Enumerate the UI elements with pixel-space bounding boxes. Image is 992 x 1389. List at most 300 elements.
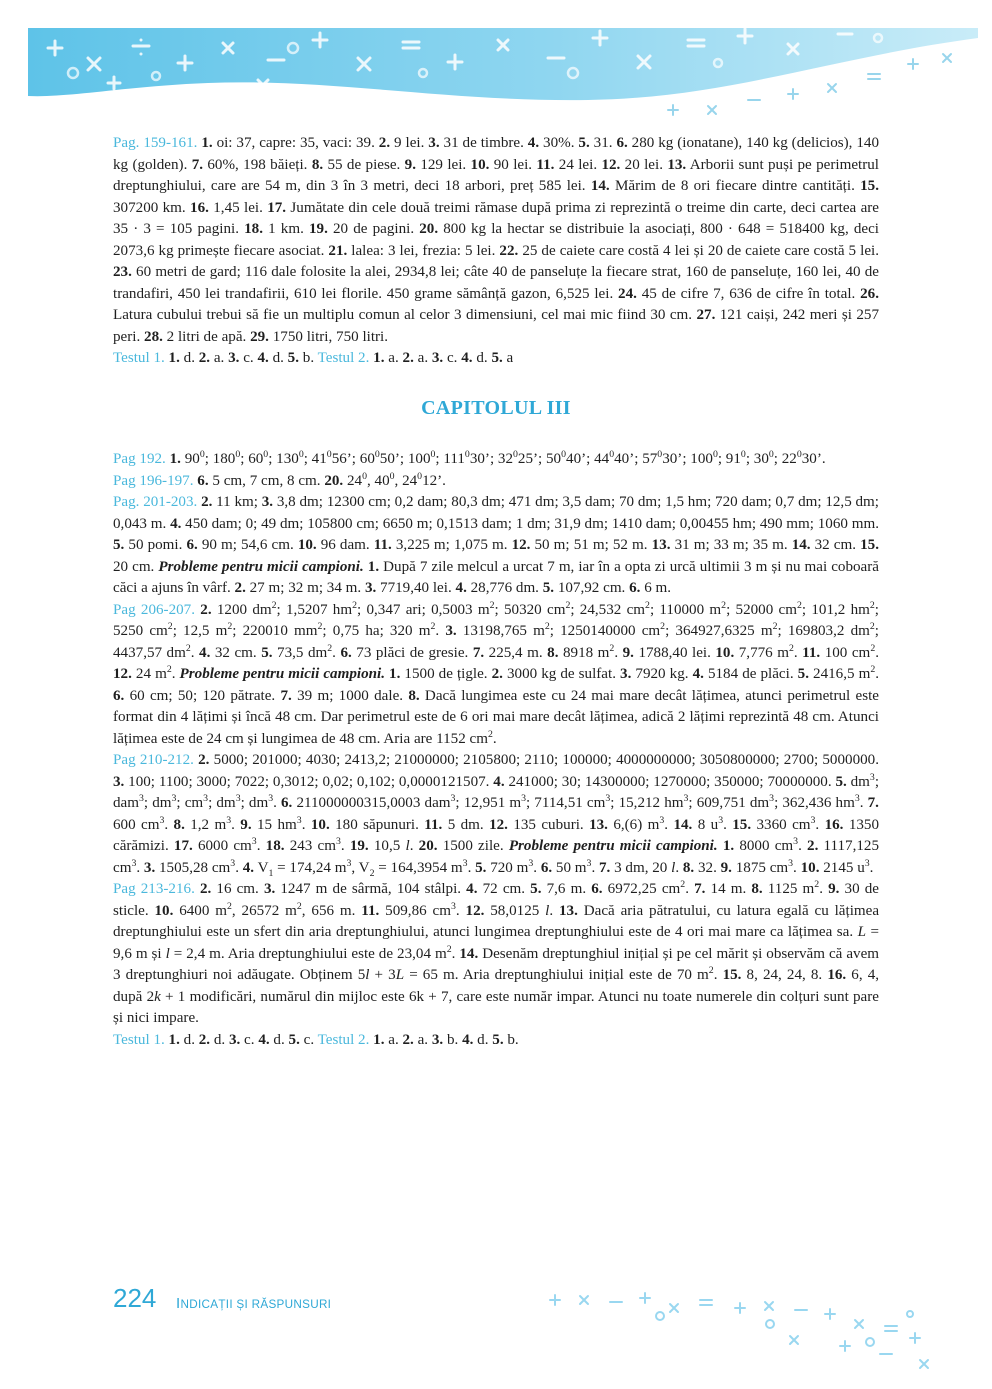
text-run: 3 [230,857,236,869]
text-run: , 24 [394,472,418,489]
text-run: 3000 kg de sulfat. [502,666,621,682]
text-run: 3 [462,857,468,869]
text-run: 8000 cm [734,838,794,854]
text-run: 13. [559,902,578,919]
text-run: 30%. [539,135,579,151]
text-run: ; dm [240,795,269,811]
text-run: 241000; 30; 14300000; 1270000; 350000; 70000000. [504,773,836,790]
text-run: 7920 kg. [631,666,693,682]
text-run: 6. [281,795,293,811]
text-run: 73,5 dm [272,644,328,661]
text-run: 13198,765 m [456,623,545,639]
text-run: 3 [788,857,794,869]
text-run: 2 [708,964,714,976]
text-run: ; 22 [773,451,797,467]
text-run: 2. [198,350,211,366]
text-run: 3 [139,792,144,804]
text-run: 14. [791,537,811,553]
text-run: 2 [721,599,727,611]
text-run: 3. [228,350,240,366]
text-run: 30’; 32 [469,451,514,467]
text-run: . [723,816,733,833]
text-run: 3 [251,835,257,847]
text-run: ; 1250140000 cm [549,623,661,639]
text-run: 31 de timbre. [439,135,528,151]
text-run: 20. [324,472,344,489]
text-run: Probleme pentru micii campioni. [179,666,385,682]
text-run: 10. [715,644,735,661]
text-run: Mărim de 8 ori fiecare dintre cantități. [609,178,861,194]
text-run: 1. [373,1031,385,1048]
header-decorative-banner [28,28,978,120]
text-run: Dacă aria pătratului, cu latura egală cu lățimea dreptunghiului este un sfert din aria dreptunghiului, atunci lungimea dreptunghiului este de 4 ori mai mare ca lățimea sa. [113,902,880,940]
text-run: 2 [489,599,495,611]
text-run: 50 m [552,859,587,876]
text-run: 17. [267,199,287,216]
text-run: 3 dm, 20 [610,859,672,876]
text-run: 211000000315,0003 dam [292,795,451,811]
text-run: 2 [788,642,794,654]
text-run: . [819,881,829,897]
text-run: 2 [814,878,820,890]
text-run: 800 kg la hectar se distribuie la asociați, 800 · 648 = 518400 kg, deci 2073,6 kg primește fiecare asociat. [113,221,879,259]
text-run: 2 [296,900,302,912]
text-run: , 26572 m [231,902,297,919]
text-run: . [455,902,466,919]
text-run: 0 [657,448,663,460]
text-run: = 65 m. Aria dreptunghiului inițial este de 70 m [404,967,709,983]
text-run: 30’; 100 [662,451,713,467]
text-run: 2. [378,135,391,151]
text-run: 26. [860,285,879,302]
text-run: 3 [335,835,341,847]
text-run: dm [846,773,870,790]
text-run: . [340,838,350,854]
text-run: ; 0,75 ha; 320 m [322,623,431,639]
text-run: 2 [488,728,493,740]
text-run: 5. [835,773,847,790]
text-run: 5. [797,666,809,682]
text-run: 8. [173,816,185,833]
text-run: ; 12,5 m [172,623,228,639]
text-run: 3 [159,814,165,826]
text-run: 6, 4, după 2 [113,967,880,1005]
text-run: 180 săpunuri. [329,816,425,833]
text-run: 0 [796,448,802,460]
section-reference: Pag 192. [113,451,170,467]
text-run: 2. [807,838,819,854]
text-run: 2. [200,601,212,618]
text-run: 225,4 m. [484,644,548,661]
text-run: 22. [499,242,519,259]
text-run: 8. [682,859,695,876]
text-run: . [664,816,674,833]
text-run: 3. [445,623,457,639]
text-run: 60 metri de gard; 116 dale folosite la alei, 2934,8 lei; câte 40 de panseluțe la fiecare strat, 160 de panseluțe, 160 lei, 40 de trandafiri, 450 lei trandafirii, 610 lei florile. 450 grame sămânță gazon, 6,525 lei. [113,264,879,302]
text-run: Probleme pentru micii campioni. [158,558,364,575]
text-run: 0 [199,448,205,460]
text-run: V [254,859,269,876]
text-run: 11. [536,156,555,173]
text-run: 3 [528,857,534,869]
text-run: 0 [513,448,518,460]
text-run: 2 [327,642,333,654]
text-run: a. [384,350,403,366]
text-run: 0 [362,470,367,482]
text-run: L [857,924,867,940]
text-run: 20. [419,221,439,237]
text-run: 2 [430,620,436,632]
text-run: 4. [493,773,505,790]
text-run: = 164,3954 m [374,859,463,876]
text-run: 4. [170,515,182,532]
text-run: 19. [308,221,328,237]
text-run: 20. [418,838,438,854]
text-run: lalea: 3 lei, frezia: 5 lei. [347,242,500,259]
text-run: . [675,859,683,876]
answer-paragraph [113,133,879,348]
text-run: 2 [870,642,876,654]
text-run: c. [240,1031,259,1048]
text-run: 2. [234,580,246,596]
text-run: 10,5 [368,838,406,854]
answer-paragraph [113,750,879,879]
section-reference: Testul 2. [317,350,374,366]
text-run: 5 dm. [442,816,490,833]
text-run: 20 lei. [620,156,668,173]
text-run: ; 30 [745,451,769,467]
text-run: 3,225 m; 1,075 m. [391,537,512,553]
text-run: 5. [491,350,503,366]
text-run: 16. [827,967,847,983]
footer-title-initial: I [176,1295,181,1312]
text-run: 129 lei. [415,156,471,173]
text-run: 12. [465,902,485,919]
text-run: 8, 24, 24, 8. [741,967,828,983]
text-run: 8918 m [558,644,610,661]
text-run: 30’. [801,451,826,467]
text-run: 40’; 57 [614,451,658,467]
text-run: ; 364927,6325 m [665,623,773,639]
text-run: 1200 dm [211,601,272,618]
text-run: 9. [828,881,840,897]
section-reference: Pag 196-197. [113,472,198,489]
text-run: , 40 [366,472,390,489]
text-run: 3 [810,814,816,826]
text-run: 24 lei. [554,156,602,173]
text-run: ; 0,347 ari; 0,5003 m [357,601,490,618]
text-run: 6. [629,580,641,596]
text-run: . [591,859,599,876]
text-run: 0 [374,448,380,460]
text-run: 14 m. [705,881,752,897]
text-run: 720 m [486,859,529,876]
text-run: 2 [680,878,686,890]
text-run: ; 169803,2 dm [777,623,870,639]
text-run: b. [299,350,318,366]
text-run: 3 [769,792,775,804]
text-run: d. [473,1031,493,1048]
text-run: a. [413,350,432,366]
text-run: 9. [720,859,732,876]
text-run: 7. [280,687,292,704]
text-run: . [492,730,497,747]
text-run: 3 [586,857,592,869]
text-run: 2416,5 m [808,666,871,682]
text-run: 15. [732,816,752,833]
text-run: 45 de cifre 7, 636 de cifre în total. [636,285,861,302]
text-run: 30 de sticle. [113,881,879,919]
text-run: 3. [113,773,125,790]
page-number: 224 [113,1283,157,1313]
text-run: ; 24,532 cm [570,601,646,618]
text-run: 107,92 cm. [554,580,630,596]
text-run: 31 m; 33 m; 35 m. [670,537,792,553]
text-run: 3 [854,792,860,804]
text-run: 5 cm, 7 cm, 8 cm. [208,472,325,489]
text-run: 5. [475,859,487,876]
text-run: 14. [590,178,610,194]
text-run: Latura cubului trebui să fie un multiplu comun al celor 3 dimensiuni, cel mai mic fiind 30 cm. [113,307,697,323]
text-run: a [502,350,514,366]
chapter-heading: CAPITOLUL III [421,396,571,419]
text-run: 32 cm. [810,537,861,553]
text-run: 32. [694,859,721,876]
text-run: 4. [258,1031,270,1048]
text-run: 6. [616,135,628,151]
text-run: 6,(6) m [607,816,660,833]
text-run: 280 kg (ionatane), 140 kg (delicios), 140 kg (golden). [113,135,880,173]
text-run: . [332,644,341,661]
text-run: 14. [459,945,479,962]
text-run: , 656 m. [301,902,362,919]
text-run: 31. [589,135,617,151]
text-run: 2 [565,599,571,611]
text-run: ; 7114,51 cm [526,795,606,811]
text-run: c. [239,350,258,366]
text-run: 5. [287,350,299,366]
text-run: 55 de piese. [323,156,405,173]
text-run: d. [269,1031,289,1048]
text-run: 10. [470,156,490,173]
text-run: ; dm [208,795,236,811]
text-run: 90 lei. [489,156,537,173]
text-run: a. [413,1031,432,1048]
text-run: 2. [491,666,503,682]
text-run: 4. [527,135,540,151]
text-run: 4. [466,881,478,897]
text-run: 24 m [131,666,167,682]
text-run: 1. [373,350,385,366]
text-run: 11. [373,537,392,553]
text-run: 3 [235,792,241,804]
text-run: . [231,816,241,833]
text-run: 5. [578,135,590,151]
text-run: 6. [197,472,209,489]
text-run: + 1 modificări, numărul din mijloc este 6k + 7, care este număr impar. Atunci nu toate numerele din colțuri sunt pare și nici impare. [113,988,879,1026]
text-run: d. [179,1031,199,1048]
text-run: 1788,40 lei. [633,644,716,661]
text-run: 2 [609,642,615,654]
text-run: 3 [683,792,689,804]
text-run: 3 [450,792,456,804]
text-run: ; 362,436 hm [774,795,855,811]
text-run: 6 m. [640,580,672,596]
answer-paragraph [113,600,879,751]
text-run: . [685,881,695,897]
text-run: 3 [450,900,456,912]
text-run: ; 101,2 hm [801,601,870,618]
text-run: 12. [601,156,621,173]
text-run: 7. [867,795,879,811]
text-run: 2 [227,620,233,632]
text-run: 5. [261,644,273,661]
text-run: 8. [751,881,763,897]
text-run: 2 [870,663,876,675]
text-run: ; 12,951 m [455,795,522,811]
text-run: 15 hm [251,816,297,833]
text-run: 50 m; 51 m; 52 m. [530,537,652,553]
text-run: 100 cm [820,644,871,661]
text-run: 4. [455,580,467,596]
text-run: 50’; 100 [379,451,431,467]
text-run: . [467,859,476,876]
text-run: 39 m; 1000 dale. [291,687,409,704]
text-run: 16. [824,816,844,833]
text-run: . [409,838,419,854]
text-run: 509,86 cm [379,902,451,919]
text-run: ; 60 [240,451,264,467]
text-run: . [273,795,281,811]
text-run: . [435,623,446,639]
text-run: 0 [561,448,567,460]
text-run: ; 15,212 hm [610,795,684,811]
text-run: 2. [402,350,414,366]
text-run: b. [443,1031,463,1048]
text-run: ; 1,5207 hm [276,601,353,618]
text-run: 2 [271,599,277,611]
text-run: 11 km; [212,494,262,510]
text-run: 8. [408,687,420,704]
text-run: c. [299,1031,318,1048]
text-run: 3 [296,814,302,826]
text-run: 18. [244,221,263,237]
text-run: ; 180 [204,451,236,467]
text-run: 56’; 60 [331,451,375,467]
text-run: 2 litri de apă. [162,328,251,345]
text-run: = 2,4 m. Aria dreptunghiului este de 23,04 m [169,945,447,962]
text-run: oi: 37, capre: 35, vaci: 39. [212,135,379,151]
text-run: . [190,644,200,661]
text-run: 1247 m de sârmă, 104 stâlpi. [275,881,467,897]
text-run: 90 m; 54,6 cm. [197,537,298,553]
text-run: 23. [113,264,132,280]
text-run: ; 41 [303,451,327,467]
text-run: 7. [599,859,611,876]
text-run: 4. [461,350,473,366]
text-run: 3 [203,792,209,804]
text-run: ; dam [113,773,880,811]
text-run: 73 plăci de gresie. [351,644,473,661]
text-run: . [533,859,541,876]
text-run: . [235,859,243,876]
text-run: 3 [521,792,526,804]
text-run: 3 [171,792,177,804]
text-run: Jumătate din cele două treimi rămase după prima zi reprezintă o treime din carte, deci cartea are 35 · 3 = 105 pagini. [113,199,880,237]
text-run: 2145 u [819,859,865,876]
text-run: 13. [589,816,608,833]
text-run: 0 [298,448,304,460]
text-run: 1. [169,451,181,467]
text-run: 60 cm; 50; 120 pătrate. [124,687,281,704]
text-run: l [365,967,370,983]
text-run: 3. [431,1031,444,1048]
text-run: 8. [311,156,324,173]
text-run: 3360 cm [751,816,811,833]
text-run: 600 cm [113,816,160,833]
text-run: d. [210,1031,229,1048]
text-run: 9. [622,644,634,661]
text-run: 7,776 m [734,644,789,661]
text-run: 6. [591,881,603,897]
text-run: 50 pomi. [124,537,187,553]
text-run: 12. [113,666,132,682]
text-run: 2 [227,900,232,912]
text-run: l [405,838,410,854]
text-run: 1. [168,350,180,366]
text-run: 12. [489,816,508,833]
text-run: 1. [201,135,213,151]
text-run: . [798,838,808,854]
text-run: 1500 de țigle. [400,666,492,682]
text-run: 3. [364,580,377,596]
footer-section-title [176,1295,331,1312]
text-run: 9. [404,156,416,173]
section-reference: Pag. 201-203. [113,494,202,510]
text-run: 2 [772,620,778,632]
text-run: 1,2 m [184,816,227,833]
text-run: ; 609,751 dm [688,795,770,811]
text-run: d. [472,350,492,366]
text-run: 20 de pagini. [327,221,420,237]
text-run: 1125 m [762,881,815,897]
text-run: 4. [462,1031,474,1048]
text-run: 0 [417,470,423,482]
text-run: . [301,816,311,833]
text-run: 32 cm. [210,644,262,661]
text-run: 1500 zile. [437,838,509,854]
text-run: 2 [166,663,172,675]
text-run: = 9,6 m și [113,924,879,962]
text-run: 28,776 dm. [466,580,543,596]
text-run: + 3 [369,967,396,983]
answer-paragraph [113,348,879,370]
text-run: 0 [712,448,718,460]
text-run: 27. [696,307,716,323]
text-run: 14. [673,816,693,833]
text-run: 11. [361,902,380,919]
text-run: 7719,40 lei. [376,580,456,596]
text-run: 24 [343,472,363,489]
text-run: 0 [389,470,395,482]
text-run: . [256,838,266,854]
text-run: 3,8 dm; 12300 cm; 0,2 dam; 80,3 dm; 471 dm; 3,5 dam; 70 dm; 1,5 hm; 720 dam; 0,7 dm; 12,5 dm; 0,043 m. [113,494,879,532]
text-run: 0 [464,448,470,460]
text-run: 2 [660,620,666,632]
footer-title-text [176,1295,331,1312]
text-run: 450 dam; 0; 49 dm; 105800 cm; 6650 m; 0,1513 dam; 1 dm; 31,9 dm; 1410 dam; 0,00455 hm; 490 mm; 1060 mm. [181,515,879,532]
text-run: 21. [328,242,348,259]
